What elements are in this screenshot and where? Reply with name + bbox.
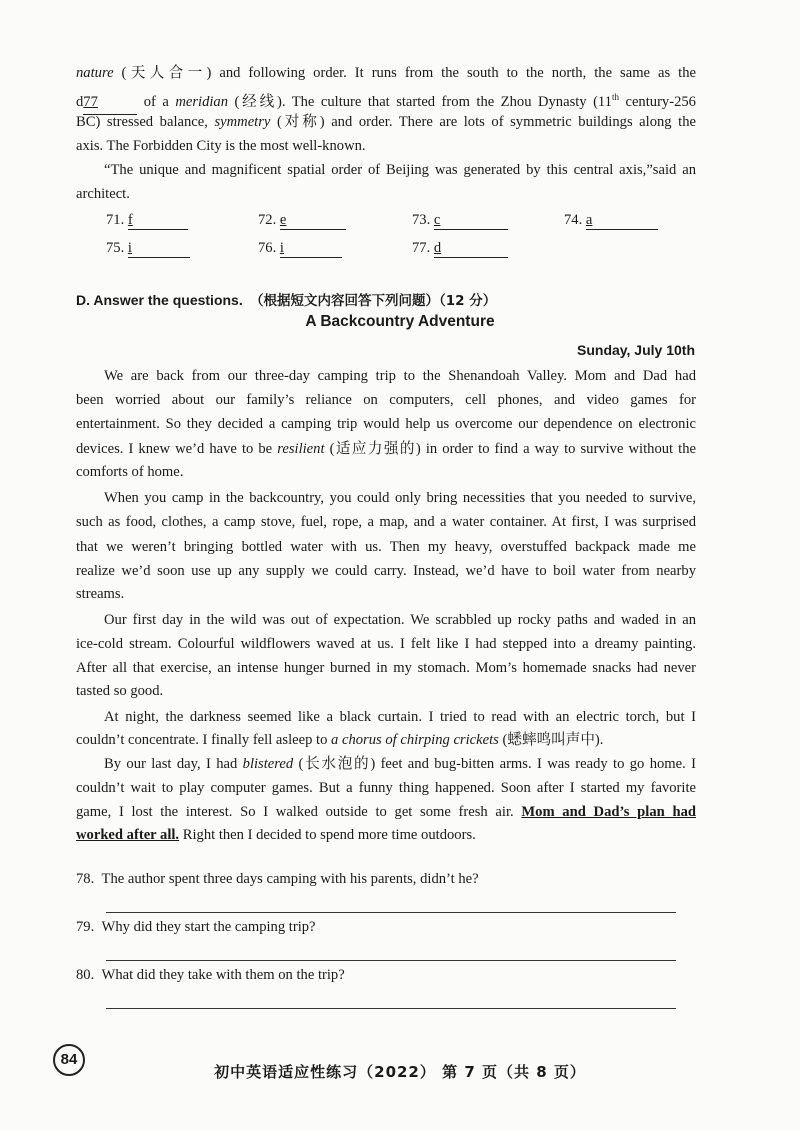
passage-text: (对称) and order. There are lots of symmetric buildings along the — [270, 114, 697, 130]
story-line: comforts of home. — [76, 464, 184, 480]
passage-line: axis. The Forbidden City is the most well-known. — [76, 138, 366, 154]
story-line: entertainment. So they decided a camping trip would help us overcome our dependence on electronic — [76, 416, 696, 432]
story-text: Right then I decided to spend more time outdoors. — [179, 827, 476, 843]
answer-value: a — [586, 212, 658, 230]
story-text: (蟋蟀鸣叫声中). — [498, 732, 604, 748]
story-date: Sunday, July 10th — [577, 342, 695, 358]
blank-77: 77 — [83, 90, 137, 115]
story-line: streams. — [76, 586, 125, 602]
italic-term: nature — [76, 65, 114, 81]
question-text: What did they take with them on the trip? — [101, 967, 345, 983]
answer-75 — [106, 240, 190, 258]
passage-line — [76, 61, 696, 85]
story-line: We are back from our three-day camping trip to the Shenandoah Valley. Mom and Dad had — [104, 368, 696, 384]
story-line: such as food, clothes, a camp stove, fuel, rope, a map, and a water container. At first, I was surprised — [76, 514, 696, 530]
passage-text: BC) stressed balance, — [76, 114, 215, 130]
story-text: (适应力强的) in order to find a way to survive without the — [324, 441, 697, 457]
question-78 — [76, 871, 479, 888]
question-number: 79. — [76, 919, 95, 935]
underlined-sentence: worked after all. — [76, 827, 180, 843]
answer-number: 76. — [258, 240, 277, 256]
passage-line: “The unique and magnificent spatial order of Beijing was generated by this central axis,”said an — [104, 162, 696, 178]
answer-value: f — [128, 212, 188, 230]
story-line: been worried about our family’s reliance on computers, cell phones, and video games for — [76, 392, 696, 408]
question-text: The author spent three days camping with his parents, didn’t he? — [101, 871, 479, 887]
story-title: A Backcountry Adventure — [305, 313, 495, 330]
italic-term: resilient — [277, 441, 325, 457]
story-text: couldn’t concentrate. I finally fell asleep to — [76, 732, 332, 748]
answer-line-79[interactable] — [106, 960, 676, 961]
question-80 — [76, 967, 345, 984]
answer-number: 72. — [258, 212, 277, 228]
answer-value: e — [280, 212, 346, 230]
underlined-sentence: Mom and Dad’s plan had — [521, 804, 696, 820]
answer-77 — [412, 240, 508, 258]
section-heading-en: D. Answer the questions. — [76, 292, 243, 308]
answer-number: 71. — [106, 212, 125, 228]
answer-number: 74. — [564, 212, 583, 228]
answer-71 — [106, 212, 188, 230]
italic-term: blistered — [242, 756, 294, 772]
page-mark: 84 — [53, 1044, 85, 1076]
story-line: Our first day in the wild was out of expectation. We scrabbled up rocky paths and waded in an — [104, 612, 696, 628]
passage-text: (经线). The culture that started from the Zhou Dynasty (11 — [228, 93, 612, 110]
answer-76 — [258, 240, 342, 258]
story-text: game, I lost the interest. So I walked outside to get some fresh air. — [76, 804, 522, 820]
answer-72 — [258, 212, 346, 230]
story-line — [76, 752, 696, 776]
story-line: At night, the darkness seemed like a black curtain. I tried to read with an electric torch, but I — [104, 709, 696, 725]
answer-line-80[interactable] — [106, 1008, 676, 1009]
footer-text: 初中英语适应性练习（2022） 第 7 页（共 8 页） — [214, 1063, 586, 1081]
answer-value: i — [128, 240, 190, 258]
question-79 — [76, 919, 316, 936]
story-line: ice-cold stream. Colourful wildflowers waved at us. I felt like I had stepped into a dreamy painting. — [76, 636, 696, 652]
answer-73 — [412, 212, 508, 230]
answer-74 — [564, 212, 658, 230]
answer-value: c — [434, 212, 508, 230]
story-line — [76, 437, 696, 461]
story-text: (长水泡的) feet and bug-bitten arms. I was ready to go home. I — [293, 756, 696, 772]
question-number: 78. — [76, 871, 95, 887]
passage-line — [76, 110, 696, 134]
section-d-heading — [76, 289, 496, 310]
question-text: Why did they start the camping trip? — [101, 919, 316, 935]
italic-term: symmetry — [214, 114, 271, 130]
story-line: When you camp in the backcountry, you could only bring necessities that you needed to survive, — [104, 490, 696, 506]
story-line: couldn’t wait to play computer games. But a funny thing happened. Soon after I started my favorite — [76, 780, 696, 796]
story-line — [76, 728, 696, 752]
answer-value: d — [434, 240, 508, 258]
question-number: 80. — [76, 967, 95, 983]
section-heading-cn: （根据短文内容回答下列问题）（12 分） — [250, 293, 497, 309]
story-text: devices. I knew we’d have to be — [76, 441, 278, 457]
passage-text: (天人合一) and following order. It runs from the south to the north, the same as the — [113, 65, 696, 81]
answer-number: 77. — [412, 240, 431, 256]
story-line: that we weren’t bringing bottled water with us. Then my heavy, overstuffed backpack made me — [76, 539, 696, 555]
story-text: By our last day, I had — [104, 756, 243, 772]
italic-term: meridian — [175, 93, 229, 110]
passage-text: d — [76, 93, 84, 110]
story-line: realize we’d soon use up any supply we could carry. Instead, we’d have to boil water from nearby — [76, 563, 696, 579]
answer-number: 73. — [412, 212, 431, 228]
story-line: tasted so good. — [76, 683, 164, 699]
passage-text: century-256 — [619, 93, 696, 110]
story-line: After all that exercise, an intense hunger burned in my stomach. Mom’s homemade snacks had never — [76, 660, 696, 676]
story-line — [76, 800, 696, 824]
answer-number: 75. — [106, 240, 125, 256]
superscript: th — [611, 92, 619, 102]
passage-text: of a — [137, 93, 176, 110]
answer-line-78[interactable] — [106, 912, 676, 913]
story-line — [76, 823, 696, 847]
italic-term: a chorus of chirping crickets — [331, 732, 499, 748]
answer-value: i — [280, 240, 342, 258]
passage-line: architect. — [76, 186, 130, 202]
